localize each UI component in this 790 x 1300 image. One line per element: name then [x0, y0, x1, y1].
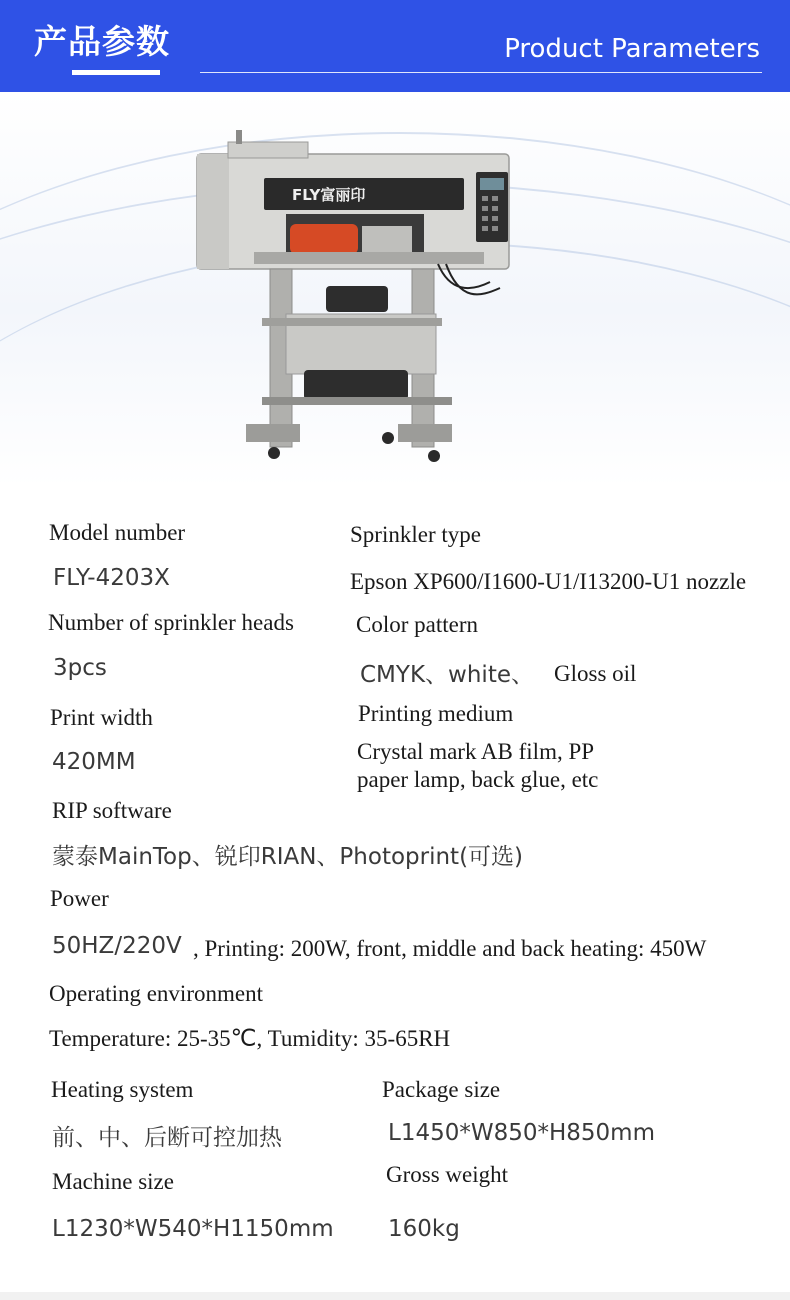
operating-environment-label: Operating environment: [49, 981, 263, 1006]
color-pattern-value-b: Gloss oil: [554, 661, 637, 686]
color-pattern-value-a: CMYK、white、: [360, 662, 534, 688]
power-label: Power: [50, 886, 109, 911]
operating-environment-value: Temperature: 25-35℃, Tumidity: 35-65RH: [49, 1026, 451, 1051]
heating-system-label: Heating system: [51, 1077, 194, 1102]
printing-medium-label: Printing medium: [358, 701, 514, 726]
rip-software-value: 蒙泰MainTop、锐印RIAN、Photoprint(可选): [52, 844, 524, 870]
print-width-value: 420MM: [52, 749, 136, 775]
machine-size-label: Machine size: [52, 1169, 174, 1194]
machine-size-value: L1230*W540*H1150mm: [52, 1216, 334, 1242]
heating-system-value: 前、中、后断可控加热: [52, 1125, 282, 1151]
model-number-value: FLY-4203X: [53, 565, 170, 591]
printing-medium-value-line1: Crystal mark AB film, PP: [357, 739, 595, 764]
sprinkler-type-value: Epson XP600/I1600-U1/I13200-U1 nozzle: [350, 569, 747, 594]
sprinkler-type-label: Sprinkler type: [350, 522, 481, 547]
product-photo-area: [0, 92, 790, 487]
power-value-a: 50HZ/220V: [52, 933, 182, 959]
printing-medium-value-line2: paper lamp, back glue, etc: [357, 767, 599, 792]
sprinkler-heads-label: Number of sprinkler heads: [48, 610, 294, 635]
header-title-en: Product Parameters: [504, 34, 760, 64]
header-title-cn: 产品参数: [34, 22, 170, 61]
model-number-label: Model number: [49, 520, 186, 545]
header-underline: [72, 70, 160, 75]
printer-brand-logo: FLY富丽印: [292, 186, 366, 204]
header-divider: [200, 72, 762, 73]
color-pattern-label: Color pattern: [356, 612, 478, 637]
header-banner: [0, 0, 790, 92]
power-value-b: , Printing: 200W, front, middle and back heating: 450W: [193, 936, 707, 961]
gross-weight-value: 160kg: [388, 1216, 460, 1242]
rip-software-label: RIP software: [52, 798, 172, 823]
print-width-label: Print width: [50, 705, 153, 730]
printer-machine-image: [0, 92, 790, 487]
gross-weight-label: Gross weight: [386, 1162, 509, 1187]
package-size-label: Package size: [382, 1077, 501, 1102]
footer-divider: [0, 1292, 790, 1300]
package-size-value: L1450*W850*H850mm: [388, 1120, 655, 1146]
sprinkler-heads-value: 3pcs: [53, 655, 107, 681]
